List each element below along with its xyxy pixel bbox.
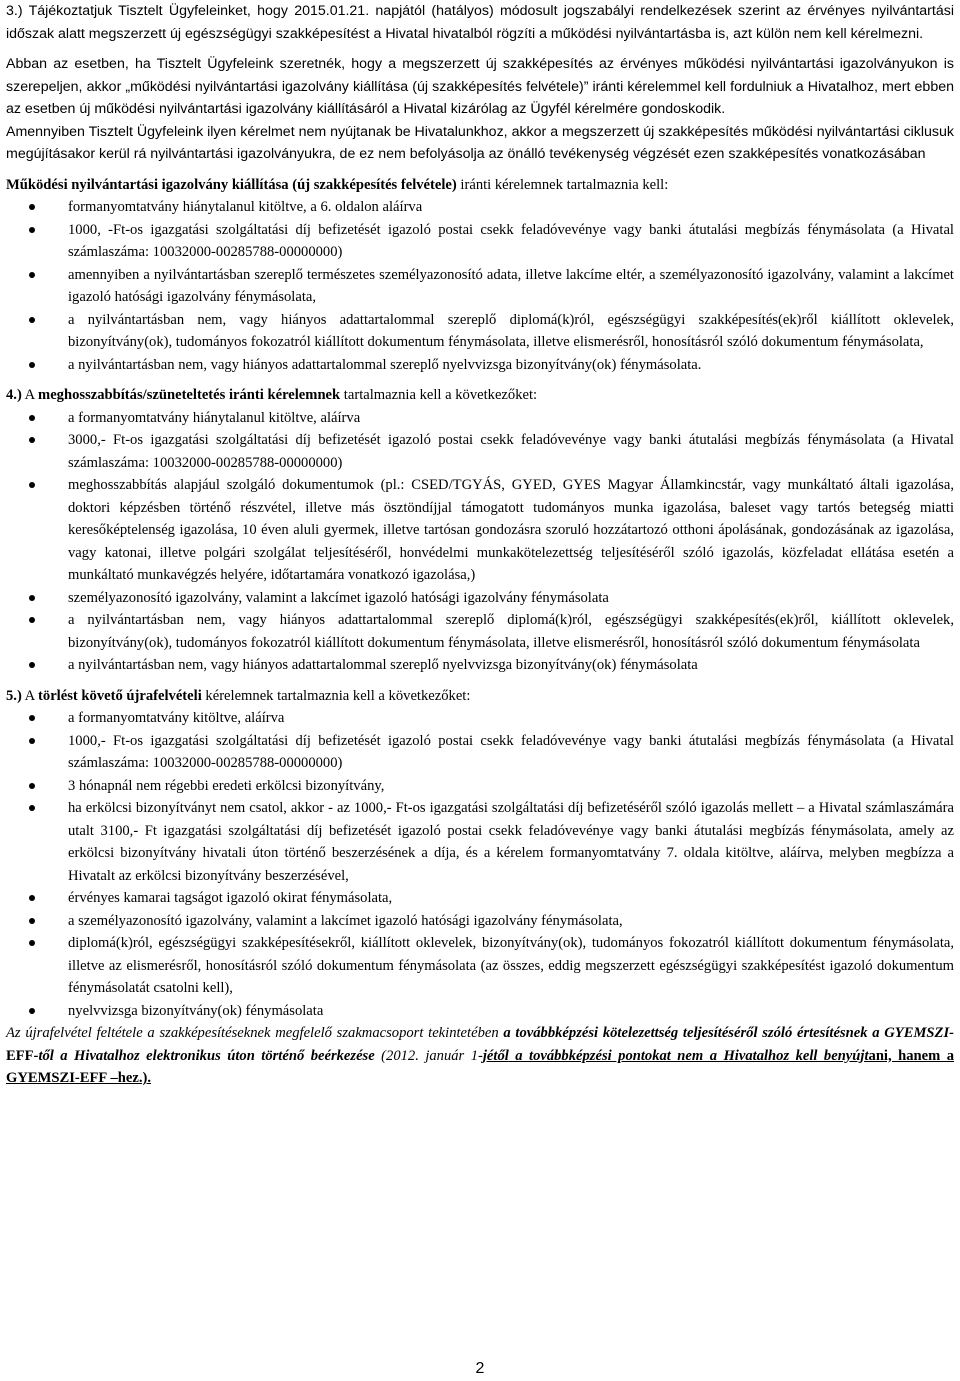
section-5-heading-rest: kérelemnek tartalmaznia kell a következőket: [201, 687, 471, 704]
section-3-paragraph-1: Abban az esetben, ha Tisztelt Ügyfeleink szeretnék, hogy a megszerzett új szakképesítés az érvényes működési nyilvántartási igazolványukon is szerepeljen, akkor „működési nyilvántartási igazolvány kiállítása (új szakképesítés felvétele)” iránti kérelemmel kell fordulniuk a Hivatalhoz, mert ebben az esetben új működési nyilvántartási igazolvány kiállításáról a Hivatal kizárólag az Ügyfél kérelmére gondoskodik. [6, 56, 954, 117]
section-5-heading-bold: törlést követő újrafelvételi [38, 687, 202, 704]
list-item: a formanyomtatvány hiánytalanul kitöltve, aláírva [68, 407, 954, 430]
note-italic-2: (2012. január 1- [374, 1047, 483, 1064]
section-4-heading-rest: tartalmaznia kell a következőket: [340, 387, 538, 403]
section-3-paragraph-2: Amennyiben Tisztelt Ügyfeleink ilyen kérelmet nem nyújtanak be Hivatalunkhoz, akkor a megszerzett új szakképesítés működési nyilvántartási ciklusuk megújításakor kerül rá nyilvántartási igazolványukra, de ez nem befolyásolja az önálló tevékenység végzését ezen szakképesítés vonatkozásában [6, 123, 954, 162]
list-item: 1000,- Ft-os igazgatási szolgáltatási díj befizetését igazoló postai csekk feladóvevénye vagy banki átutalási megbízás fénymásolata (a Hivatal számlaszáma: 10032000-00285788-00000000) [68, 730, 954, 775]
list-item: ha erkölcsi bizonyítványt nem csatol, akkor - az 1000,- Ft-os igazgatási szolgáltatási díj befizetéséről szóló igazolás mellett – a Hivatal számlaszámára utalt 3100,- Ft igazgatási szolgáltatási díj befizetését igazoló postai csekk feladóvevénye vagy banki átutalási megbízás fénymásolata, amely az erkölcsi bizonyítvány hivatali úton történő beszerzésének a díja, és a kérelem formanyomtatvány 7. oldala kitöltve, aláírva, melyben megbízza a Hivatalt az erkölcsi bizonyítvány beszerzésével, [68, 797, 954, 887]
list-item: a nyilvántartásban nem, vagy hiányos adattartalommal szereplő diplomá(k)ról, egészségügyi szakképesítés(ek)ről, kiállított oklevelek, bizonyítvány(ok), tudományos fokozatról kiállított dokumentum fénymásolata, illetve elismerésről, honosításról szóló dokumentum fénymásolata [68, 609, 954, 654]
section-3-list-heading [6, 174, 954, 197]
list-item: a nyilvántartásban nem, vagy hiányos adattartalommal szereplő nyelvvizsga bizonyítvány(ok) fénymásolata. [68, 354, 954, 377]
section-5-requirements-list [6, 707, 954, 1022]
list-item: 1000, -Ft-os igazgatási szolgáltatási díj befizetését igazoló postai csekk feladóvevénye vagy banki átutalási megbízás fénymásolata (a Hivatal számlaszáma: 10032000-00285788-00000000) [68, 219, 954, 264]
list-item: a nyilvántartásban nem, vagy hiányos adattartalommal szereplő nyelvvizsga bizonyítvány(ok) fénymásolata [68, 654, 954, 677]
section-5-number: 5.) [6, 687, 22, 704]
list-item: a személyazonosító igazolvány, valamint a lakcímet igazoló hatósági igazolvány fénymásolata, [68, 910, 954, 933]
section-4-requirements-list [6, 407, 954, 677]
section-3-list-heading-rest: iránti kérelemnek tartalmaznia kell: [456, 176, 669, 193]
list-item: diplomá(k)ról, egészségügyi szakképesítésekről, kiállított oklevelek, bizonyítvány(ok), tudományos fokozatról kiállított dokumentum fénymásolata, illetve az elismerésről, honosításról szóló dokumentum fénymásolata (az összes, eddig megszerzett egészségügyi szakképesítést igazoló dokumentum fénymásolatát csatolni kell), [68, 932, 954, 1000]
section-4-heading [6, 384, 954, 407]
list-item: a formanyomtatvány kitöltve, aláírva [68, 707, 954, 730]
section-5-heading-pre: A [21, 687, 39, 704]
list-item: formanyomtatvány hiánytalanul kitöltve, a 6. oldalon aláírva [68, 196, 954, 219]
list-item: a nyilvántartásban nem, vagy hiányos adattartalommal szereplő diplomá(k)ról, egészségügyi szakképesítés(ek)ről kiállított oklevelek, bizonyítvány(ok), tudományos fokozatról kiállított dokumentum fénymásolata, illetve elismerésről, honosításról szóló dokumentum fénymásolata, [68, 309, 954, 354]
section-5-heading [6, 685, 954, 708]
list-item: személyazonosító igazolvány, valamint a lakcímet igazoló hatósági igazolvány fénymásolata [68, 587, 954, 610]
list-item: amennyiben a nyilvántartásban szereplő természetes személyazonosító adata, illetve lakcíme eltér, a személyazonosító igazolvány, valamint a lakcímet igazoló hatósági igazolvány fénymásolata, [68, 264, 954, 309]
page-number: 2 [475, 1360, 485, 1377]
section-3-requirements-list [6, 196, 954, 376]
list-item: érvényes kamarai tagságot igazoló okirat fénymásolata, [68, 887, 954, 910]
note-bold-italic-3: jétől [482, 1047, 509, 1064]
list-item: nyelvvizsga bizonyítvány(ok) fénymásolata [68, 1000, 954, 1023]
note-bold-italic-underline: a továbbképzési pontokat nem a Hivatalhoz kell benyújt [508, 1047, 869, 1064]
list-item: 3000,- Ft-os igazgatási szolgáltatási díj befizetését igazoló postai csekk feladóvevénye vagy banki átutalási megbízás fénymásolata (a Hivatal számlaszáma: 10032000-00285788-00000000) [68, 429, 954, 474]
note-bold-1: EFF [6, 1047, 34, 1064]
section-4-number: 4.) [6, 387, 22, 403]
section-3-list-heading-bold: Működési nyilvántartási igazolvány kiállítása (új szakképesítés felvétele) [6, 176, 457, 193]
note-bold-italic-2: -től a Hivatalhoz elektronikus úton történő beérkezése [33, 1047, 375, 1064]
list-item: 3 hónapnál nem régebbi eredeti erkölcsi bizonyítvány, [68, 775, 954, 798]
section-5-note [6, 1022, 954, 1090]
section-4-heading-bold: meghosszabbítás/szüneteltetés iránti kérelemnek [38, 387, 341, 403]
section-3-intro: 3.) Tájékoztatjuk Tisztelt Ügyfeleinket, hogy 2015.01.21. napjától (hatályos) módosult jogszabályi rendelkezések szerint az érvényes nyilvántartási időszak alatt megszerzett új egészségügyi szakképesítést a Hivatal hivatalból rögzíti a működési nyilvántartásba is, azt külön nem kell kérelmezni. [6, 3, 954, 42]
note-bold-italic-1: a továbbképzési kötelezettség teljesítéséről szóló értesítésnek a GYEMSZI- [503, 1025, 954, 1041]
note-italic-1: Az újrafelvétel feltétele a szakképesítéseknek megfelelő szakmacsoport tekintetében [6, 1025, 504, 1041]
list-item: meghosszabbítás alapjául szolgáló dokumentumok (pl.: CSED/TGYÁS, GYED, GYES Magyar Államkincstár, vagy munkáltató általi igazolása, doktori képzésben történő részvétel, illetve más ösztöndíjjal támogatott tudományos munka igazolása, baleset vagy tartós betegség miatti keresőképtelenség igazolása, 10 éven aluli gyermek, illetve tartósan gondozásra szoruló hozzátartozó otthoni ápolásának, gondozásának az igazolása, vagy katonai, illetve polgári szolgálat teljesítéséről, honvédelmi munkakötelezettség teljesítéséről szóló igazolás, közfeladat ellátása esetén a munkáltató munkavégzés helyére, időtartamára vonatkozó igazolása,) [68, 474, 954, 587]
note-bold-underline: ani, hanem a GYEMSZI-EFF –hez.). [6, 1047, 954, 1086]
section-4-heading-pre: A [21, 387, 39, 403]
